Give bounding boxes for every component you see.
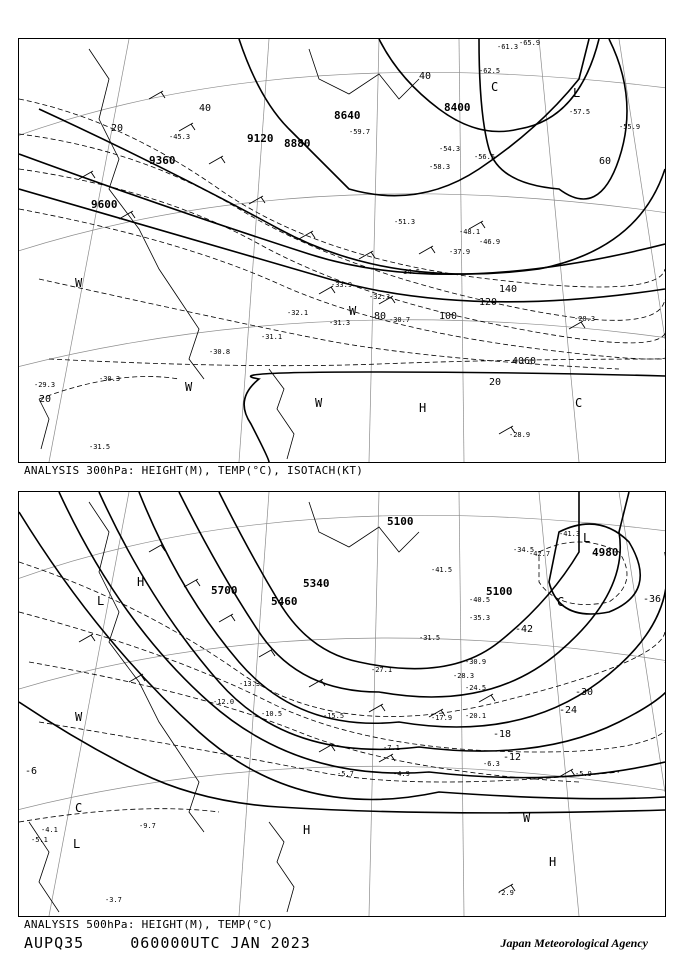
temp-label: -31.1 xyxy=(261,333,283,341)
valid-time: 060000UTC JAN 2023 xyxy=(130,934,311,952)
agency-name: Japan Meteorological Agency xyxy=(500,936,648,950)
temp-label: -28.3 xyxy=(453,672,475,680)
temp-label: -56.5 xyxy=(474,153,496,161)
temp-label: -30.7 xyxy=(389,316,411,324)
temp-label: -13.3 xyxy=(239,680,261,688)
isotach-label: 60 xyxy=(599,156,612,167)
height-contours xyxy=(19,39,665,302)
chart-id: AUPQ35 xyxy=(24,934,85,952)
temp-label: -40.5 xyxy=(469,596,491,604)
temp-label: -10.5 xyxy=(261,710,283,718)
isotach-label: 60 xyxy=(524,356,537,367)
temp-label: -7.1 xyxy=(383,744,400,752)
temp-label: -34.5 xyxy=(513,546,535,554)
temp-label: -57.5 xyxy=(569,108,591,116)
warm-center-symbol: W xyxy=(75,710,83,724)
temp-label: -46.9 xyxy=(479,238,501,246)
temp-label: -58.3 xyxy=(429,163,451,171)
temp-label: -30.9 xyxy=(465,658,487,666)
temp-label: -5.9 xyxy=(575,770,592,778)
height-label: 5700 xyxy=(211,584,238,597)
cold-center-symbol: C xyxy=(491,80,499,94)
temp-label: -37.9 xyxy=(449,248,471,256)
low-center-symbol: L xyxy=(573,86,581,100)
temp-label-group xyxy=(34,39,640,451)
temp-label: -33.9 xyxy=(331,281,353,289)
wind-barbs xyxy=(79,91,585,434)
high-center-symbol: H xyxy=(303,823,311,837)
high-center-symbol: H xyxy=(137,575,145,589)
isotach-label: 20 xyxy=(39,394,52,405)
temp-label: -29.3 xyxy=(34,381,56,389)
isotherm-label: -6 xyxy=(25,766,38,777)
low-center-symbol: L xyxy=(583,531,591,545)
height-label: 8400 xyxy=(444,101,471,114)
isotach-label: 40 xyxy=(199,103,212,114)
isotach-label: 100 xyxy=(439,311,458,322)
temp-label: -20.1 xyxy=(465,712,487,720)
temp-label: -4.1 xyxy=(41,826,58,834)
height-label: 4980 xyxy=(592,546,619,559)
isotach-label: 120 xyxy=(479,297,498,308)
height-label: 9120 xyxy=(247,132,274,145)
isotherm-label: -12 xyxy=(503,752,522,763)
temp-label: -62.5 xyxy=(479,67,501,75)
low-center-symbol: L xyxy=(73,837,81,851)
subtropical-contour xyxy=(244,372,665,462)
height-label: 5340 xyxy=(303,577,330,590)
temp-label: -65.9 xyxy=(519,39,541,47)
temp-label: -5.7 xyxy=(337,770,354,778)
isotach-label-group xyxy=(39,71,611,405)
isotherm-label-group xyxy=(25,594,661,777)
temp-label: -31.5 xyxy=(419,634,441,642)
temp-label: -54.3 xyxy=(439,145,461,153)
caption-500hpa: ANALYSIS 500hPa: HEIGHT(M), TEMP(°C) xyxy=(24,918,274,931)
height-contours xyxy=(19,492,665,800)
height-label: 9360 xyxy=(149,154,176,167)
high-center-symbol: H xyxy=(419,401,427,415)
warm-center-symbol: W xyxy=(349,304,357,318)
cold-center-symbol: C xyxy=(557,595,565,609)
temp-label: -24.5 xyxy=(465,684,487,692)
temp-label: -41.5 xyxy=(431,566,453,574)
high-center-symbol: H xyxy=(549,855,557,869)
center-symbol-group xyxy=(73,531,590,869)
isotach-label: 20 xyxy=(489,377,502,388)
warm-center-symbol: W xyxy=(185,380,193,394)
temp-label: -34.5 xyxy=(399,268,421,276)
temp-label: -41.3 xyxy=(559,530,581,538)
temp-label: -5.1 xyxy=(31,836,48,844)
map-panel-500hpa xyxy=(18,491,666,917)
temp-label: -27.1 xyxy=(371,666,393,674)
temp-label: -61.3 xyxy=(497,43,519,51)
temp-label: -31.3 xyxy=(329,319,351,327)
caption-300hpa: ANALYSIS 300hPa: HEIGHT(M), TEMP(°C), ISOTACH(KT) xyxy=(24,464,364,477)
isotachs xyxy=(19,99,665,399)
isotherms xyxy=(19,542,665,822)
map-500hpa-svg xyxy=(19,492,665,916)
height-label: 8880 xyxy=(284,137,311,150)
cold-center-symbol: C xyxy=(575,396,583,410)
height-label: 8640 xyxy=(334,109,361,122)
temp-label: -32.3 xyxy=(369,293,391,301)
isotach-label: 80 xyxy=(374,311,387,322)
temp-label: -59.7 xyxy=(349,128,371,136)
isotherm-label: -30 xyxy=(575,687,594,698)
low-center-symbol: L xyxy=(97,594,105,608)
chart-identifier xyxy=(24,934,311,952)
cold-center-symbol: C xyxy=(75,801,83,815)
temp-label: -30.8 xyxy=(209,348,231,356)
graticule xyxy=(19,492,665,916)
center-symbol-group xyxy=(75,80,582,415)
isotherm-label: -42 xyxy=(515,624,534,635)
map-300hpa-svg xyxy=(19,39,665,462)
isotach-label: 20 xyxy=(111,123,124,134)
isotherm-label: -36 xyxy=(643,594,662,605)
temp-label: -6.3 xyxy=(483,760,500,768)
temp-label: -32.1 xyxy=(287,309,309,317)
temp-label: -55.9 xyxy=(619,123,641,131)
isotherm-label: -24 xyxy=(559,705,578,716)
temp-label: -2.9 xyxy=(497,889,514,897)
height-label: 5100 xyxy=(486,585,513,598)
warm-center-symbol: W xyxy=(315,396,323,410)
temp-label: -4.9 xyxy=(393,770,410,778)
temp-label: -28.3 xyxy=(574,315,596,323)
temp-label: -48.1 xyxy=(459,228,481,236)
temp-label: -35.3 xyxy=(469,614,491,622)
isotherm-label: -18 xyxy=(493,729,512,740)
temp-label: -3.7 xyxy=(105,896,122,904)
warm-center-symbol: W xyxy=(75,276,83,290)
height-label: 5100 xyxy=(387,515,414,528)
isotach-label: 40 xyxy=(512,356,525,367)
temp-label: -17.9 xyxy=(431,714,453,722)
height-label: 5460 xyxy=(271,595,298,608)
temp-label: -31.5 xyxy=(89,443,111,451)
height-label: 9600 xyxy=(91,198,118,211)
temp-label: -9.7 xyxy=(139,822,156,830)
isotach-label: 140 xyxy=(499,284,518,295)
temp-label: -45.3 xyxy=(169,133,191,141)
coastline xyxy=(29,502,419,912)
map-panel-300hpa xyxy=(18,38,666,463)
temp-label: -42.7 xyxy=(529,550,551,558)
temp-label: -15.5 xyxy=(323,712,345,720)
temp-label: -51.3 xyxy=(394,218,416,226)
temp-label: -30.3 xyxy=(99,375,121,383)
warm-center-symbol: W xyxy=(523,811,531,825)
temp-label: -28.9 xyxy=(509,431,531,439)
temp-label: -12.0 xyxy=(213,698,235,706)
isotach-label: 40 xyxy=(419,71,432,82)
